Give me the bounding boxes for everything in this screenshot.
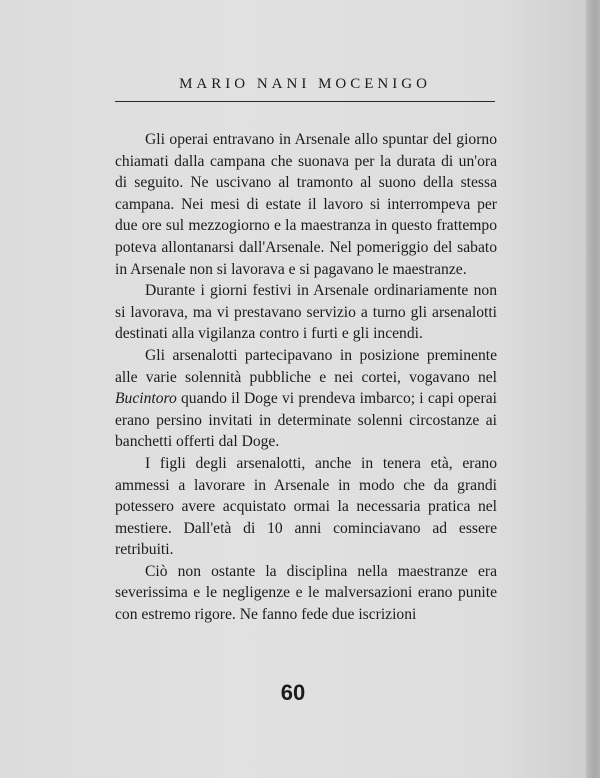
- running-head: MARIO NANI MOCENIGO: [179, 76, 431, 92]
- page-edge: [586, 0, 600, 778]
- header-rule: [115, 101, 495, 102]
- italic-term: Bucintoro: [115, 390, 177, 408]
- paragraph-2: Durante i giorni festivi in Arsenale ordinariamente non si lavorava, ma vi prestavano servizio a turno gli arsenalotti destinati alla vigilanza contro i furti e gli incendi.: [115, 282, 497, 343]
- paragraph-5: Ciò non ostante la disciplina nella maestranze era severissima e le negligenze e le malversazioni erano punite con estremo rigore. Ne fanno fede due iscrizioni: [115, 562, 497, 624]
- page-number: 60: [280, 680, 306, 705]
- body-text: [115, 129, 497, 626]
- paragraph-4: I figli degli arsenalotti, anche in tenera età, erano ammessi a lavorare in Arsenale in modo che da grandi potessero avere acquistato ormai la necessaria pratica nel mestiere. Dall'età di 10 anni cominciavano ad essere retribuiti.: [115, 454, 497, 559]
- paragraph-1: Gli operai entravano in Arsenale allo spuntar del giorno chiamati dalla campana che suonava per la durata di un'ora di seguito. Ne uscivano al tramonto al suono della stessa campana. Nei mesi di estate il lavoro si interrompeva per due ore sul mezzogiorno e la maestranza in questo frattempo poteva allontanarsi dall'Arsenale. Nel pomeriggio del sabato in Arsenale non si lavorava e si pagavano le maestranze.: [115, 131, 497, 278]
- paragraph-3-end: quando il Doge vi prendeva imbarco; i capi operai erano persino invitati in determinate solenni circostanze ai banchetti offerti dal Doge.: [115, 390, 497, 451]
- paragraph-3: [115, 345, 497, 453]
- paragraph-3-start: Gli arsenalotti partecipavano in posizione preminente alle varie solennità pubbliche e nei cortei, vogavano nel: [115, 346, 497, 386]
